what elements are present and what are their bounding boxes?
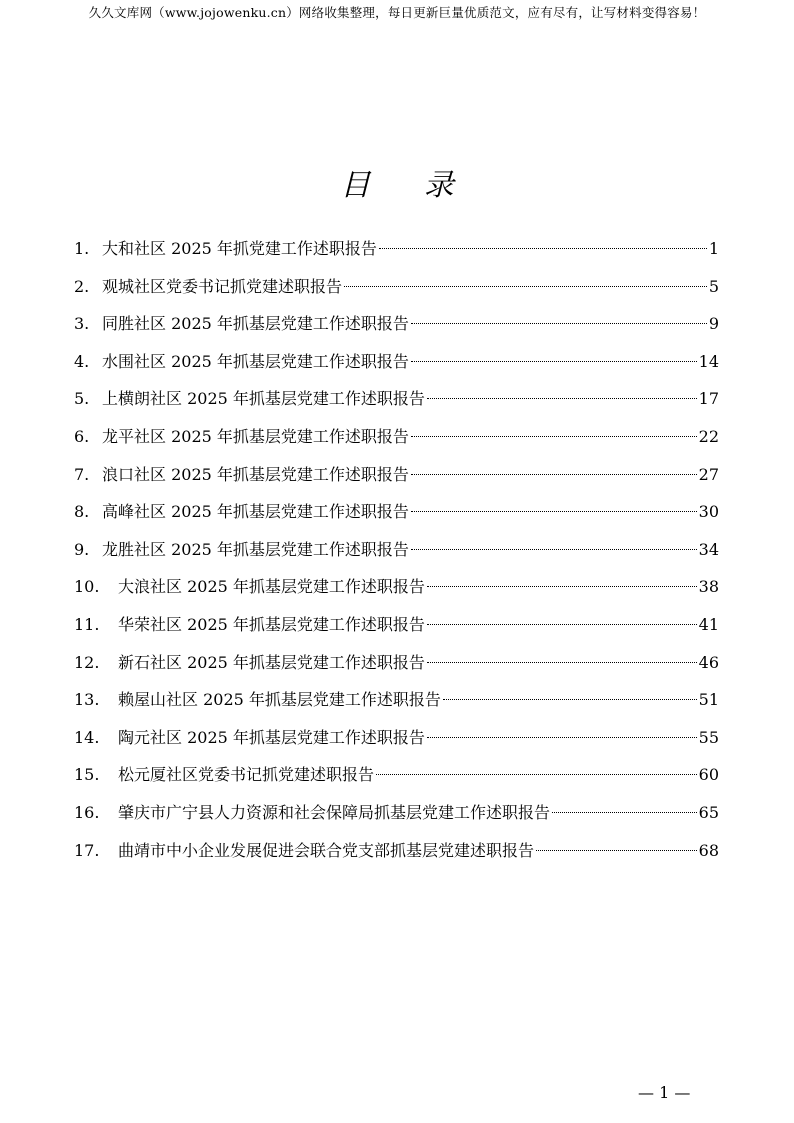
toc-entry-title: 赖屋山社区 2025 年抓基层党建工作述职报告 — [118, 690, 441, 710]
toc-entry[interactable] — [74, 230, 719, 268]
toc-dot-leader — [411, 323, 707, 324]
toc-entry[interactable] — [74, 681, 719, 719]
toc-entry-number: 11. — [74, 614, 100, 634]
toc-entry-number: 2. — [74, 276, 90, 296]
toc-entry-title: 观城社区党委书记抓党建述职报告 — [102, 276, 343, 296]
toc-entry[interactable] — [74, 531, 719, 569]
toc-entry-page: 17 — [698, 389, 719, 409]
toc-entry-page: 68 — [698, 840, 719, 860]
toc-entry[interactable] — [74, 380, 719, 418]
toc-entry-number: 5. — [74, 389, 90, 409]
toc-entry-title: 陶元社区 2025 年抓基层党建工作述职报告 — [118, 727, 425, 747]
toc-dot-leader — [376, 774, 697, 775]
toc-entry-number: 8. — [74, 502, 90, 522]
toc-entry[interactable] — [74, 343, 719, 381]
toc-entry-number: 13. — [74, 690, 100, 710]
toc-entry-page: 22 — [698, 426, 719, 446]
toc-dot-leader — [552, 812, 697, 813]
toc-dot-leader — [536, 850, 697, 851]
toc-entry-number: 9. — [74, 539, 90, 559]
toc-dot-leader — [427, 624, 697, 625]
toc-entry[interactable] — [74, 418, 719, 456]
toc-dot-leader — [379, 248, 707, 249]
toc-entry[interactable] — [74, 756, 719, 794]
toc-entry-title: 大浪社区 2025 年抓基层党建工作述职报告 — [118, 577, 425, 597]
toc-dot-leader — [411, 474, 697, 475]
toc-dot-leader — [411, 549, 697, 550]
toc-entry-number: 17. — [74, 840, 100, 860]
toc-entry-number: 1. — [74, 239, 90, 258]
toc-entry-title: 肇庆市广宁县人力资源和社会保障局抓基层党建工作述职报告 — [118, 802, 551, 822]
toc-entry-number: 6. — [74, 426, 90, 446]
toc-entry-title: 同胜社区 2025 年抓基层党建工作述职报告 — [102, 314, 409, 334]
toc-dot-leader — [344, 286, 707, 287]
toc-entry-title: 龙平社区 2025 年抓基层党建工作述职报告 — [102, 426, 409, 446]
toc-entry[interactable] — [74, 606, 719, 644]
toc-entry-title: 高峰社区 2025 年抓基层党建工作述职报告 — [102, 502, 409, 522]
toc-entry[interactable] — [74, 568, 719, 606]
toc-entry-number: 14. — [74, 727, 100, 747]
toc-entry-page: 1 — [708, 239, 719, 258]
toc-dot-leader — [427, 737, 697, 738]
page-number: — 1 — — [638, 1083, 691, 1102]
toc-entry-number: 4. — [74, 351, 90, 371]
toc-entry-page: 65 — [698, 802, 719, 822]
toc-entry-page: 38 — [698, 577, 719, 597]
toc-entry[interactable] — [74, 268, 719, 306]
toc-dot-leader — [443, 699, 697, 700]
toc-dot-leader — [411, 436, 697, 437]
toc-entry-page: 14 — [698, 351, 719, 371]
toc-entry-page: 9 — [708, 314, 719, 334]
toc-entry[interactable] — [74, 719, 719, 757]
toc-dot-leader — [427, 586, 697, 587]
toc-entry-page: 5 — [708, 276, 719, 296]
page-title: 目 录 — [340, 168, 476, 203]
toc-entry-title: 曲靖市中小企业发展促进会联合党支部抓基层党建述职报告 — [118, 840, 535, 860]
toc-entry-page: 30 — [698, 502, 719, 522]
toc-dot-leader — [411, 511, 697, 512]
toc-entry[interactable] — [74, 832, 719, 870]
toc-entry[interactable] — [74, 456, 719, 494]
source-banner: 久久文库网（www.jojowenku.cn）网络收集整理，每日更新巨量优质范文，应有尽有，让写材料变得容易！ — [88, 5, 706, 20]
toc-entry-number: 3. — [74, 314, 90, 334]
toc-entry-page: 27 — [698, 464, 719, 484]
toc-entry-page: 60 — [698, 765, 719, 785]
toc-entry-title: 龙胜社区 2025 年抓基层党建工作述职报告 — [102, 539, 409, 559]
toc-entry[interactable] — [74, 644, 719, 682]
toc-entry-page: 51 — [698, 690, 719, 710]
toc-entry-page: 46 — [698, 652, 719, 672]
toc-entry-title: 大和社区 2025 年抓党建工作述职报告 — [102, 239, 377, 258]
toc-entry-page: 41 — [698, 614, 719, 634]
toc-entry[interactable] — [74, 493, 719, 531]
toc-dot-leader — [411, 361, 697, 362]
toc-entry[interactable] — [74, 794, 719, 832]
toc-entry-number: 16. — [74, 802, 100, 822]
toc-entry-number: 7. — [74, 464, 90, 484]
toc-entry-title: 浪口社区 2025 年抓基层党建工作述职报告 — [102, 464, 409, 484]
toc-entry-title: 上横朗社区 2025 年抓基层党建工作述职报告 — [102, 389, 425, 409]
toc-entry-page: 55 — [698, 727, 719, 747]
toc-dot-leader — [427, 398, 697, 399]
toc-entry-page: 34 — [698, 539, 719, 559]
table-of-contents — [74, 230, 719, 869]
toc-entry-number: 12. — [74, 652, 100, 672]
toc-entry-title: 水围社区 2025 年抓基层党建工作述职报告 — [102, 351, 409, 371]
toc-entry-title: 松元厦社区党委书记抓党建述职报告 — [118, 765, 375, 785]
toc-entry[interactable] — [74, 305, 719, 343]
toc-entry-number: 10. — [74, 577, 100, 597]
toc-entry-number: 15. — [74, 765, 100, 785]
toc-entry-title: 华荣社区 2025 年抓基层党建工作述职报告 — [118, 614, 425, 634]
toc-dot-leader — [427, 662, 697, 663]
toc-entry-title: 新石社区 2025 年抓基层党建工作述职报告 — [118, 652, 425, 672]
